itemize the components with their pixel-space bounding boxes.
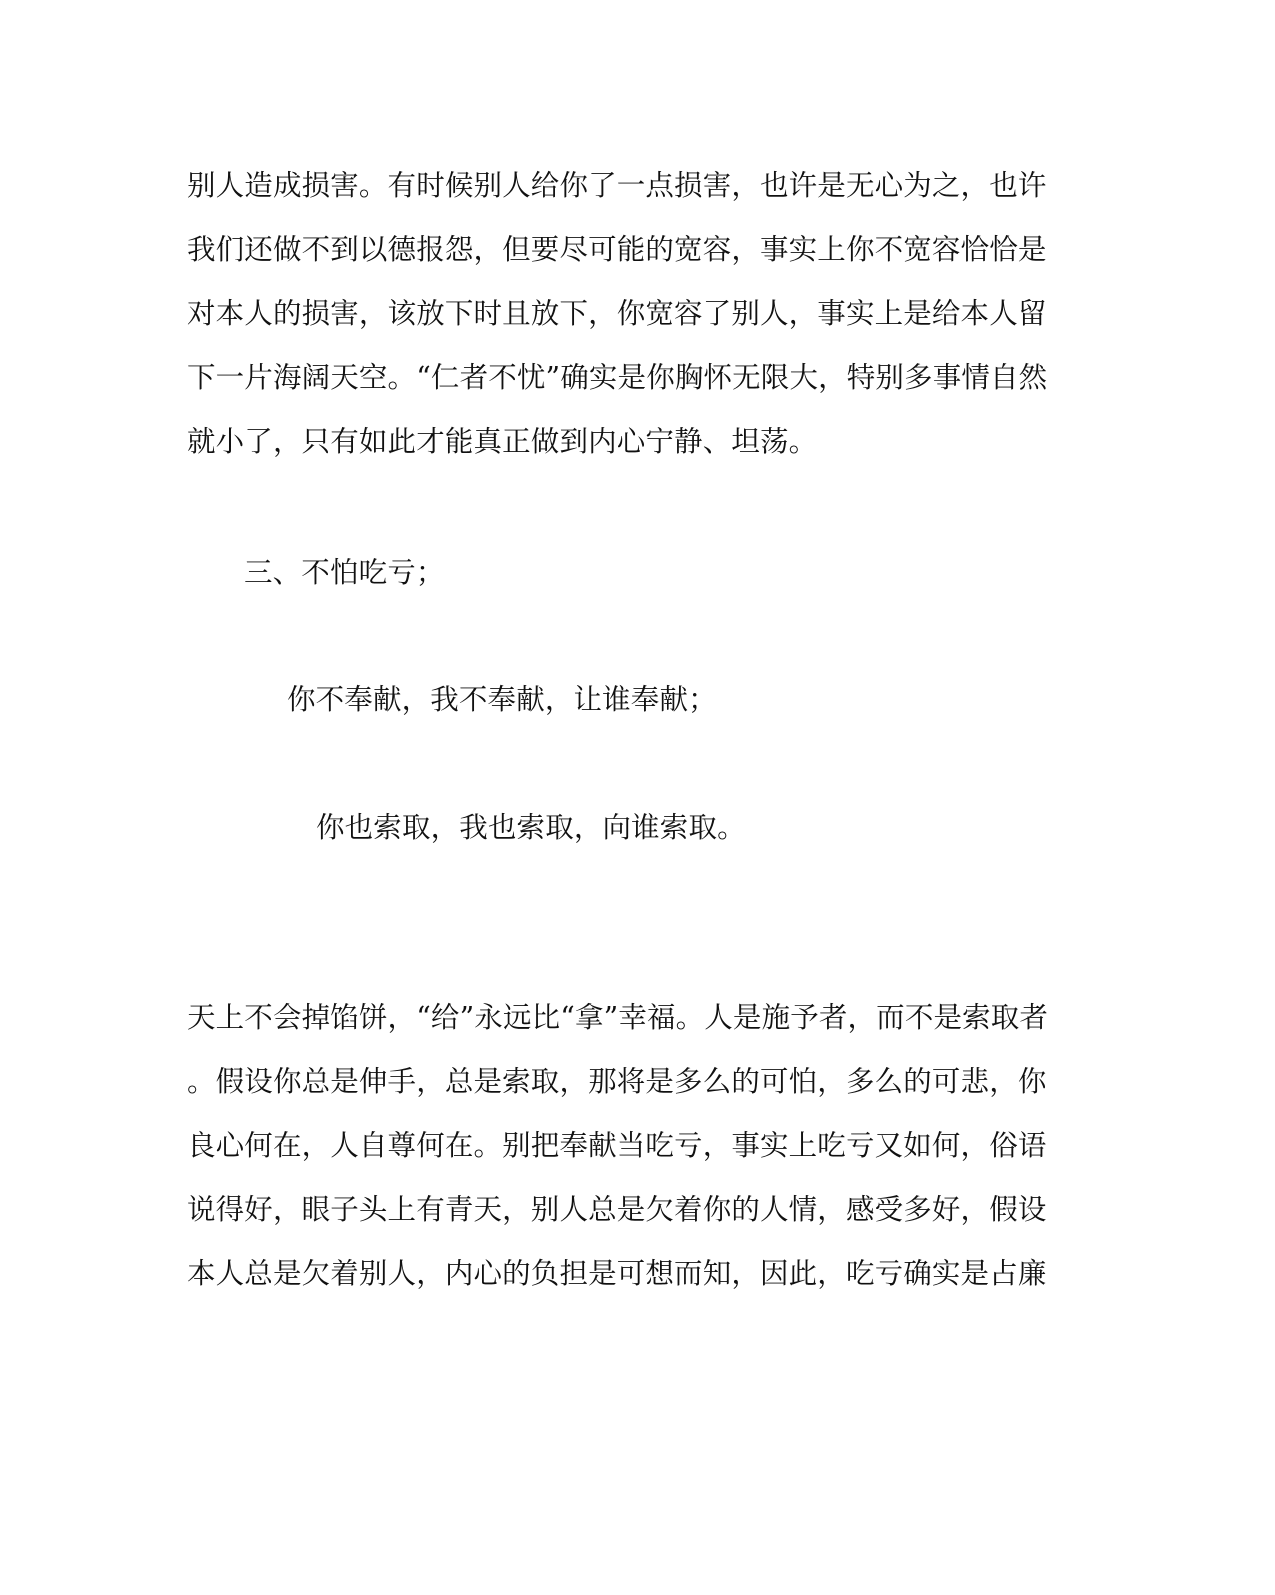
verse-line-1: 你不奉献，我不奉献，让谁奉献； xyxy=(287,683,717,716)
verse-line-2: 你也索取，我也索取，向谁索取。 xyxy=(316,811,746,844)
paragraph-line: 本人总是欠着别人，内心的负担是可想而知，因此，吃亏确实是占廉 xyxy=(187,1257,1047,1290)
paragraph-line: 下一片海阔天空。“仁者不忧”确实是你胸怀无限大，特别多事情自然 xyxy=(187,361,1048,394)
paragraph-line: 就小了，只有如此才能真正做到内心宁静、坦荡。 xyxy=(187,425,818,458)
paragraph-line: 良心何在，人自尊何在。别把奉献当吃亏，事实上吃亏又如何，俗语 xyxy=(187,1129,1047,1162)
paragraph-line: 对本人的损害，该放下时且放下，你宽容了别人，事实上是给本人留 xyxy=(187,297,1047,330)
paragraph-line: 。假设你总是伸手，总是索取，那将是多么的可怕，多么的可悲，你 xyxy=(187,1065,1047,1098)
paragraph-line: 别人造成损害。有时候别人给你了一点损害，也许是无心为之，也许 xyxy=(187,169,1047,202)
paragraph-line: 说得好，眼子头上有青天，别人总是欠着你的人情，感受多好，假设 xyxy=(187,1193,1047,1226)
paragraph-line: 天上不会掉馅饼，“给”永远比“拿”幸福。人是施予者，而不是索取者 xyxy=(187,1001,1049,1034)
paragraph-line: 我们还做不到以德报怨，但要尽可能的宽容，事实上你不宽容恰恰是 xyxy=(187,233,1047,266)
section-heading: 三、不怕吃亏； xyxy=(244,556,445,589)
